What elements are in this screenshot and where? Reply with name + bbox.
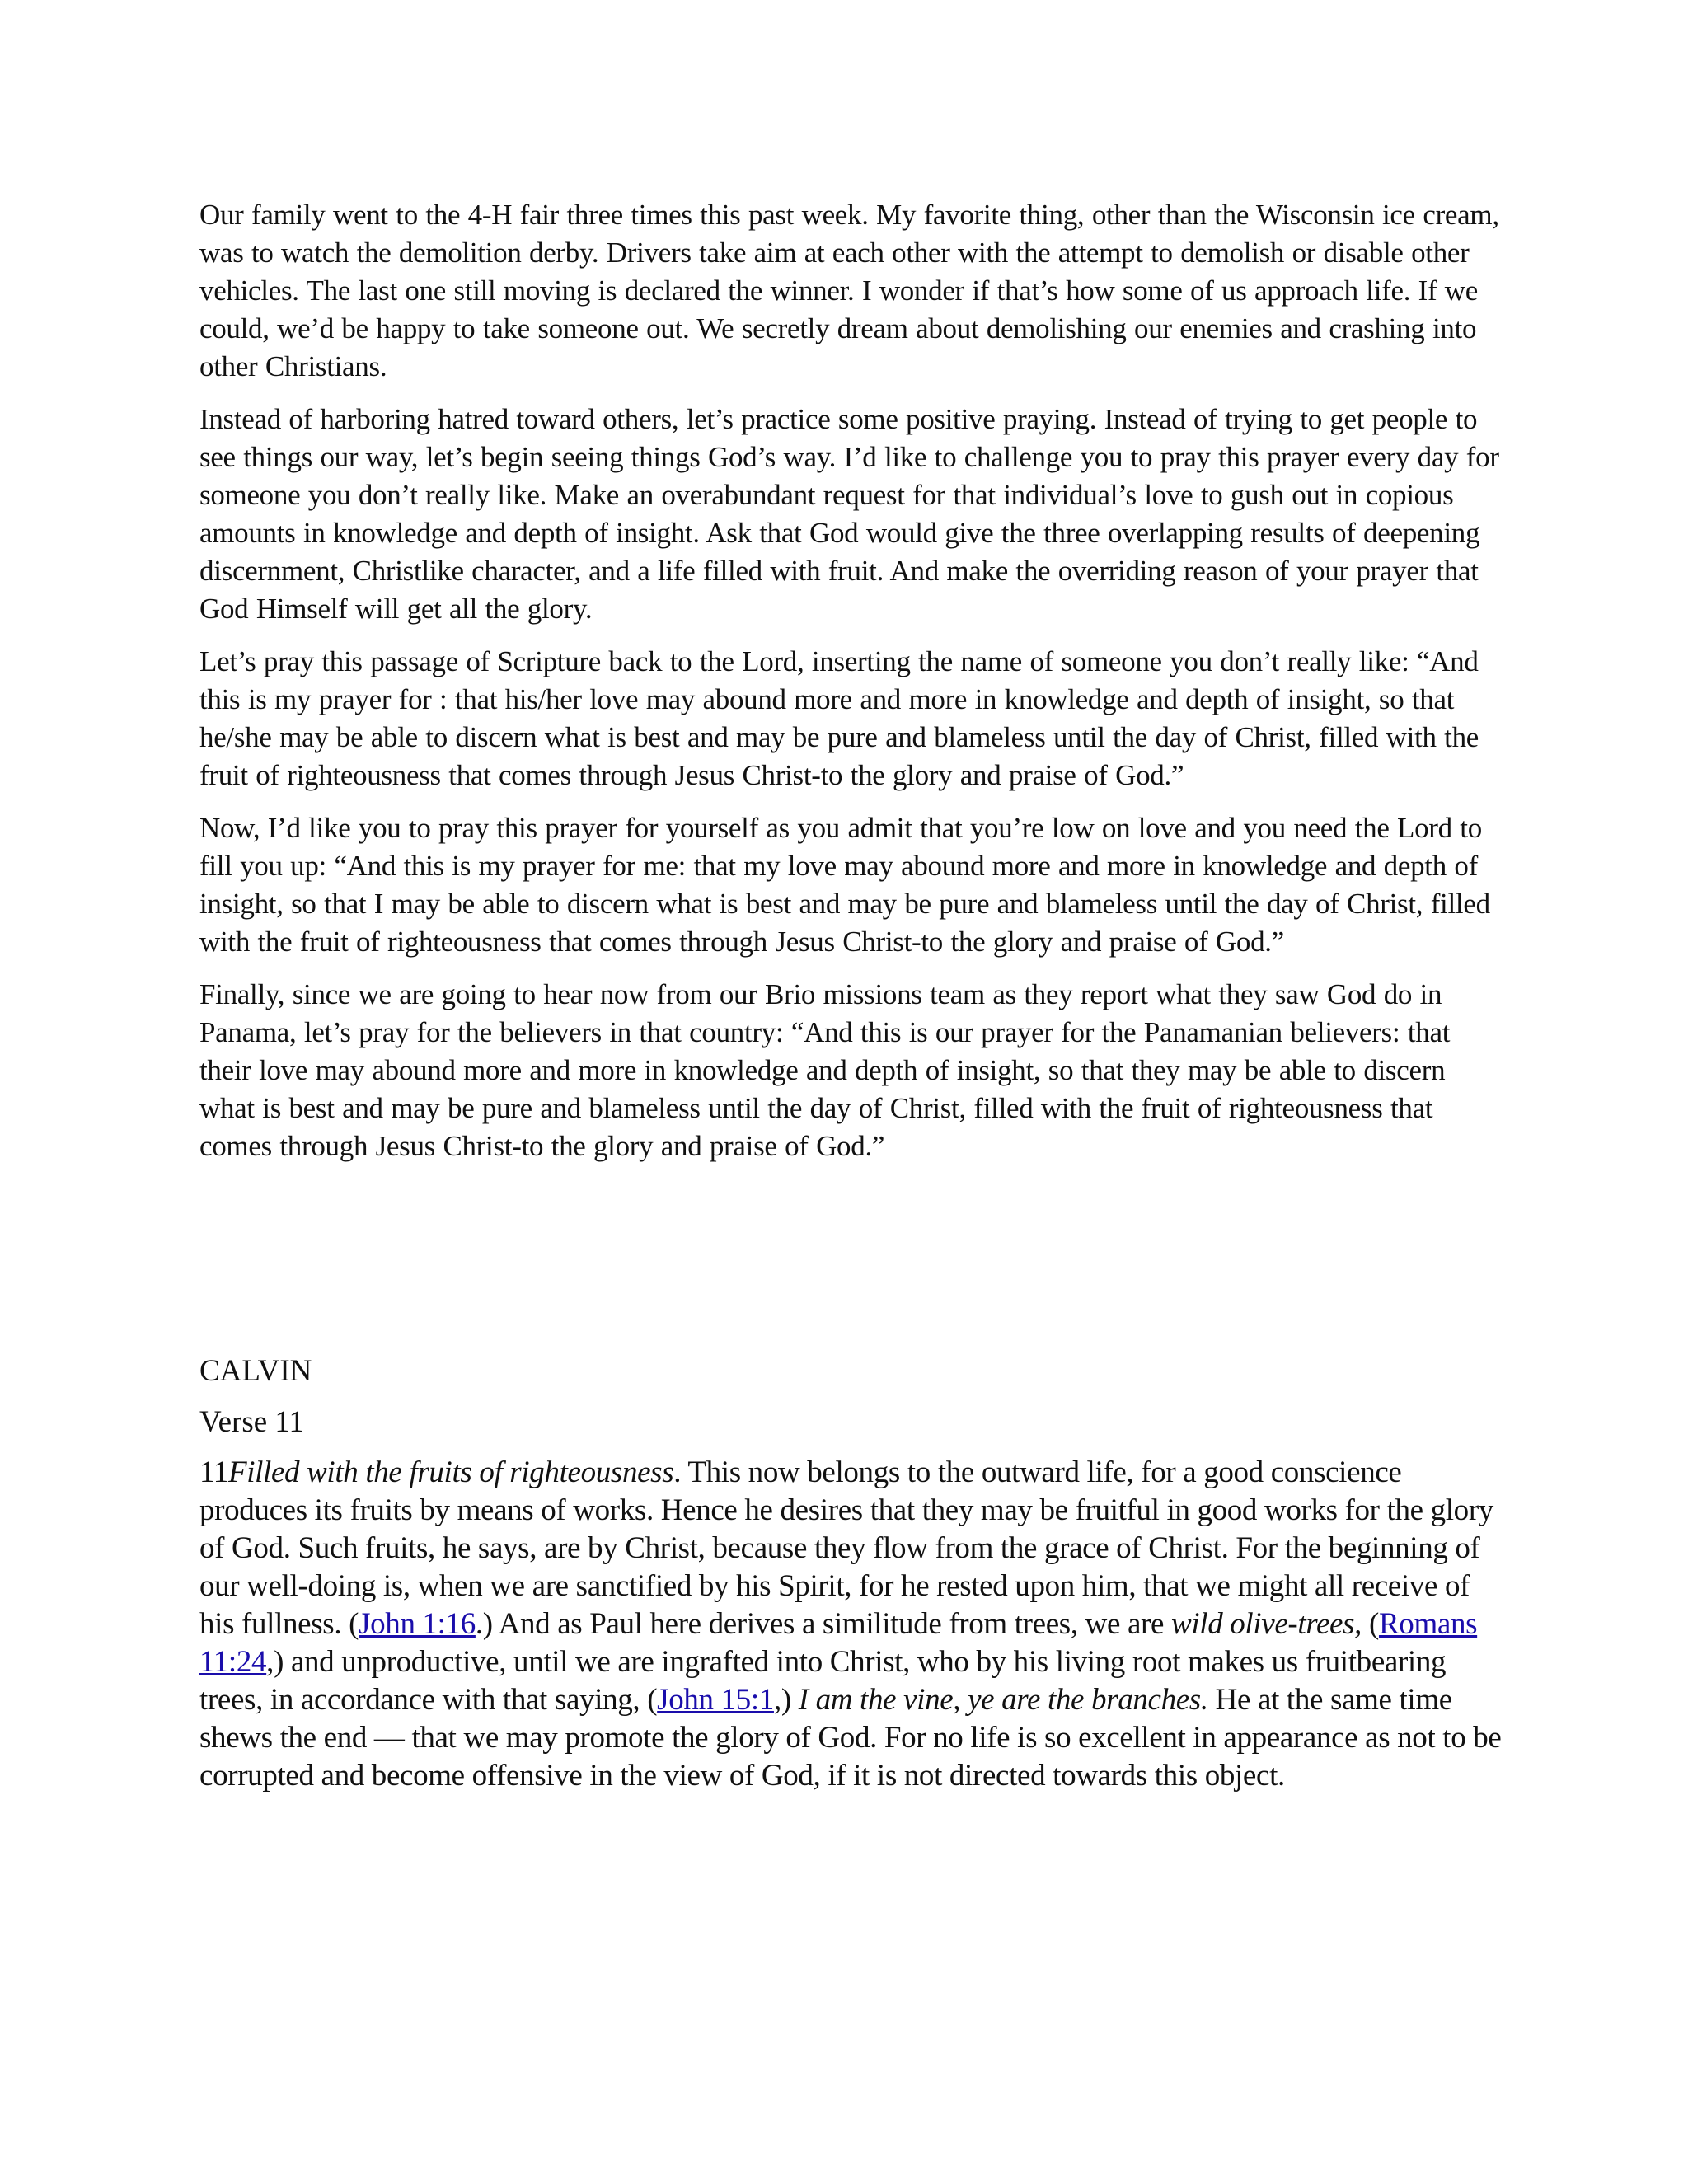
verse-number: 11: [199, 1455, 228, 1489]
verse-label: Verse 11: [199, 1405, 305, 1439]
calvin-text-part: (: [1362, 1607, 1379, 1641]
calvin-text-part: He at the same time shews the end — that we may promote the glory of God. For no life is so excellent in appearance as not to be corrupted and become offensive in the view of God, if it is not directed towards this object.: [199, 1683, 1502, 1793]
calvin-text-part: .) And as Paul here derives a similitude from trees, we are: [475, 1607, 1172, 1641]
vine-branches-italic: I am the vine, ye are the branches.: [798, 1683, 1208, 1717]
verse-title: Filled with the fruits of righteousness: [227, 1455, 674, 1489]
john-15-1-link[interactable]: John 15:1: [657, 1683, 774, 1717]
calvin-commentary: [199, 1352, 1502, 1795]
wild-olive-trees-italic: wild olive-trees,: [1171, 1607, 1362, 1641]
john-1-16-link[interactable]: John 1:16: [359, 1607, 476, 1641]
calvin-text-part: ,) and unproductive, until we are ingrafted into Christ, who by his living root makes us fruitbearing trees, in accordance with that saying, (: [199, 1645, 1447, 1717]
calvin-verse-text: [199, 1454, 1502, 1795]
calvin-text-part: ,): [773, 1683, 799, 1717]
romans-11-24-link[interactable]: Romans 11:24: [199, 1607, 1478, 1679]
paragraph-pray-for-someone: Let’s pray this passage of Scripture back to the Lord, inserting the name of someone you don’t really like: “And this is my prayer for : that his/her love may abound more and more in knowledge and depth of insight, so that he/she may be able to discern what is best and may be pure and blameless until the day of Christ, filled with the fruit of righteousness that comes through Jesus Christ-to the glory and praise of God.”: [199, 645, 1479, 791]
paragraph-pray-for-yourself: Now, I’d like you to pray this prayer for yourself as you admit that you’re low on love and you need the Lord to fill you up: “And this is my prayer for me: that my love may abound more and more in knowledge and depth of insight, so that I may be able to discern what is best and may be pure and blameless until the day of Christ, filled with the fruit of righteousness that comes through Jesus Christ-to the glory and praise of God.”: [199, 812, 1490, 958]
paragraph-pray-for-panama: Finally, since we are going to hear now from our Brio missions team as they report what they saw God do in Panama, let’s pray for the believers in that country: “And this is our prayer for the Panamanian believers: that their love may abound more and more in knowledge and depth of insight, so that they may be able to discern what is best and may be pure and blameless until the day of Christ, filled with the fruit of righteousness that comes through Jesus Christ-to the glory and praise of God.”: [199, 978, 1451, 1162]
calvin-heading: CALVIN: [199, 1354, 312, 1388]
paragraph-demolition-derby: Our family went to the 4-H fair three times this past week. My favorite thing, other than the Wisconsin ice cream, was to watch the demolition derby. Drivers take aim at each other with the attempt to demolish or disable other vehicles. The last one still moving is declared the winner. I wonder if that’s how some of us approach life. If we could, we’d be happy to take someone out. We secretly dream about demolishing our enemies and crashing into other Christians.: [199, 199, 1499, 382]
calvin-text-part: . This now belongs to the outward life, for a good conscience produces its fruits by means of works. Hence he desires that they may be fruitful in good works for the glory of God. Such fruits, he says, are by Christ, because they flow from the grace of Christ. For the beginning of our well-doing is, when we are sanctified by his Spirit, for he rested upon him, that we might all receive of his fullness. (: [199, 1455, 1493, 1641]
paragraph-positive-praying: Instead of harboring hatred toward others, let’s practice some positive praying. Instead of trying to get people to see things our way, let’s begin seeing things God’s way. I’d like to challenge you to pray this prayer every day for someone you don’t really like. Make an overabundant request for that individual’s love to gush out in copious amounts in knowledge and depth of insight. Ask that God would give the three overlapping results of deepening discernment, Christlike character, and a life filled with fruit. And make the overriding reason of your prayer that God Himself will get all the glory.: [199, 403, 1499, 625]
document-page: [199, 196, 1502, 1795]
